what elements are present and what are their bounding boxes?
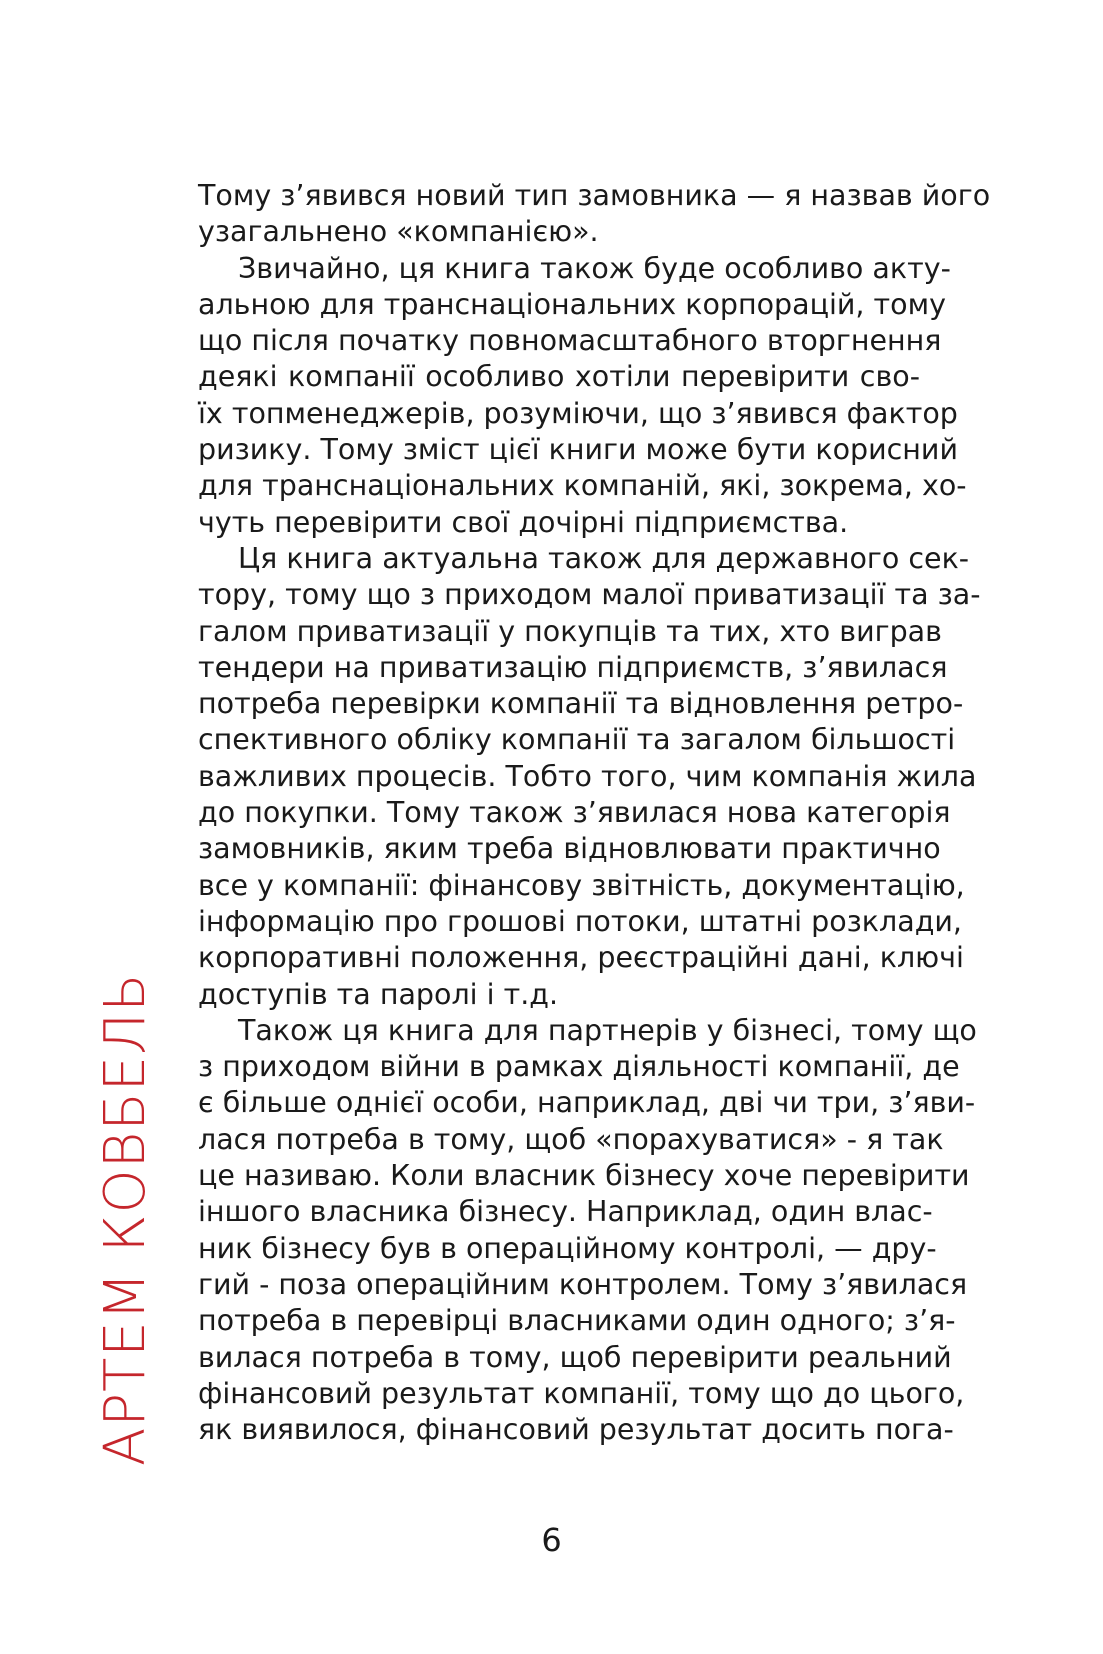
text-line: Звичайно, ця книга також буде особливо акту- [238, 251, 951, 285]
text-line: іншого власника бізнесу. Наприклад, один влас- [198, 1195, 933, 1229]
text-line: що після початку повномасштабного вторгнення [198, 324, 942, 358]
text-line: тору, тому що з приходом малої приватизації та за- [198, 578, 981, 612]
text-line: чуть перевірити свої дочірні підприємства. [198, 505, 849, 539]
text-line: все у компанії: фінансову звітність, документацію, [198, 868, 965, 902]
text-line: деякі компанії особливо хотіли перевірити сво- [198, 360, 920, 394]
text-line: до покупки. Тому також з’явилася нова категорія [198, 796, 951, 830]
text-line: є більше однієї особи, наприклад, дві чи три, з’яви- [198, 1086, 976, 1120]
text-line: Тому з’явився новий тип замовника — я назвав його [198, 179, 991, 212]
text-line: їх топменеджерів, розуміючи, що з’явився фактор [198, 396, 958, 430]
text-line: Також ця книга для партнерів у бізнесі, тому що [238, 1013, 977, 1047]
text-line: потреба в перевірці власниками один одного; з’я- [198, 1304, 956, 1338]
text-line: доступів та паролі і т.д. [198, 977, 559, 1011]
text-line: для транснаціональних компаній, які, зокрема, хо- [198, 469, 967, 503]
text-line: інформацію про грошові потоки, штатні розклади, [198, 904, 962, 938]
text-line: ник бізнесу був в операційному контролі, — дру- [198, 1231, 937, 1265]
text-line: як виявилося, фінансовий результат досить пога- [198, 1413, 954, 1447]
body-text [198, 178, 991, 1448]
page-number: 6 [541, 1521, 562, 1559]
text-line: альною для транснаціональних корпорацій, тому [198, 287, 946, 321]
text-line: вилася потреба в тому, щоб перевірити реальний [198, 1340, 952, 1374]
text-line: потреба перевірки компанії та відновлення ретро- [198, 687, 964, 721]
text-line: узагальнено «компанією». [198, 215, 599, 249]
author-name: АРТЕМ КОВБЕЛЬ [93, 972, 158, 1466]
text-line: галом приватизації у покупців та тих, хто виграв [198, 614, 942, 648]
text-line: Ця книга актуальна також для державного сек- [238, 541, 970, 575]
text-line: це називаю. Коли власник бізнесу хоче перевірити [198, 1159, 970, 1193]
text-line: корпоративні положення, реєстраційні дані, ключі [198, 941, 964, 975]
text-line: фінансовий результат компанії, тому що до цього, [198, 1376, 965, 1410]
text-line: з приходом війни в рамках діяльності компанії, де [198, 1050, 960, 1084]
text-line: гий - поза операційним контролем. Тому з’явилася [198, 1267, 968, 1301]
text-line: ризику. Тому зміст цієї книги може бути корисний [198, 433, 958, 467]
text-line: замовників, яким треба відновлювати практично [198, 832, 941, 866]
text-line: тендери на приватизацію підприємств, з’явилася [198, 650, 948, 684]
text-line: важливих процесів. Тобто того, чим компанія жила [198, 759, 977, 793]
text-line: лася потреба в тому, щоб «порахуватися» - я так [198, 1122, 944, 1156]
text-line: спективного обліку компанії та загалом більшості [198, 723, 956, 757]
